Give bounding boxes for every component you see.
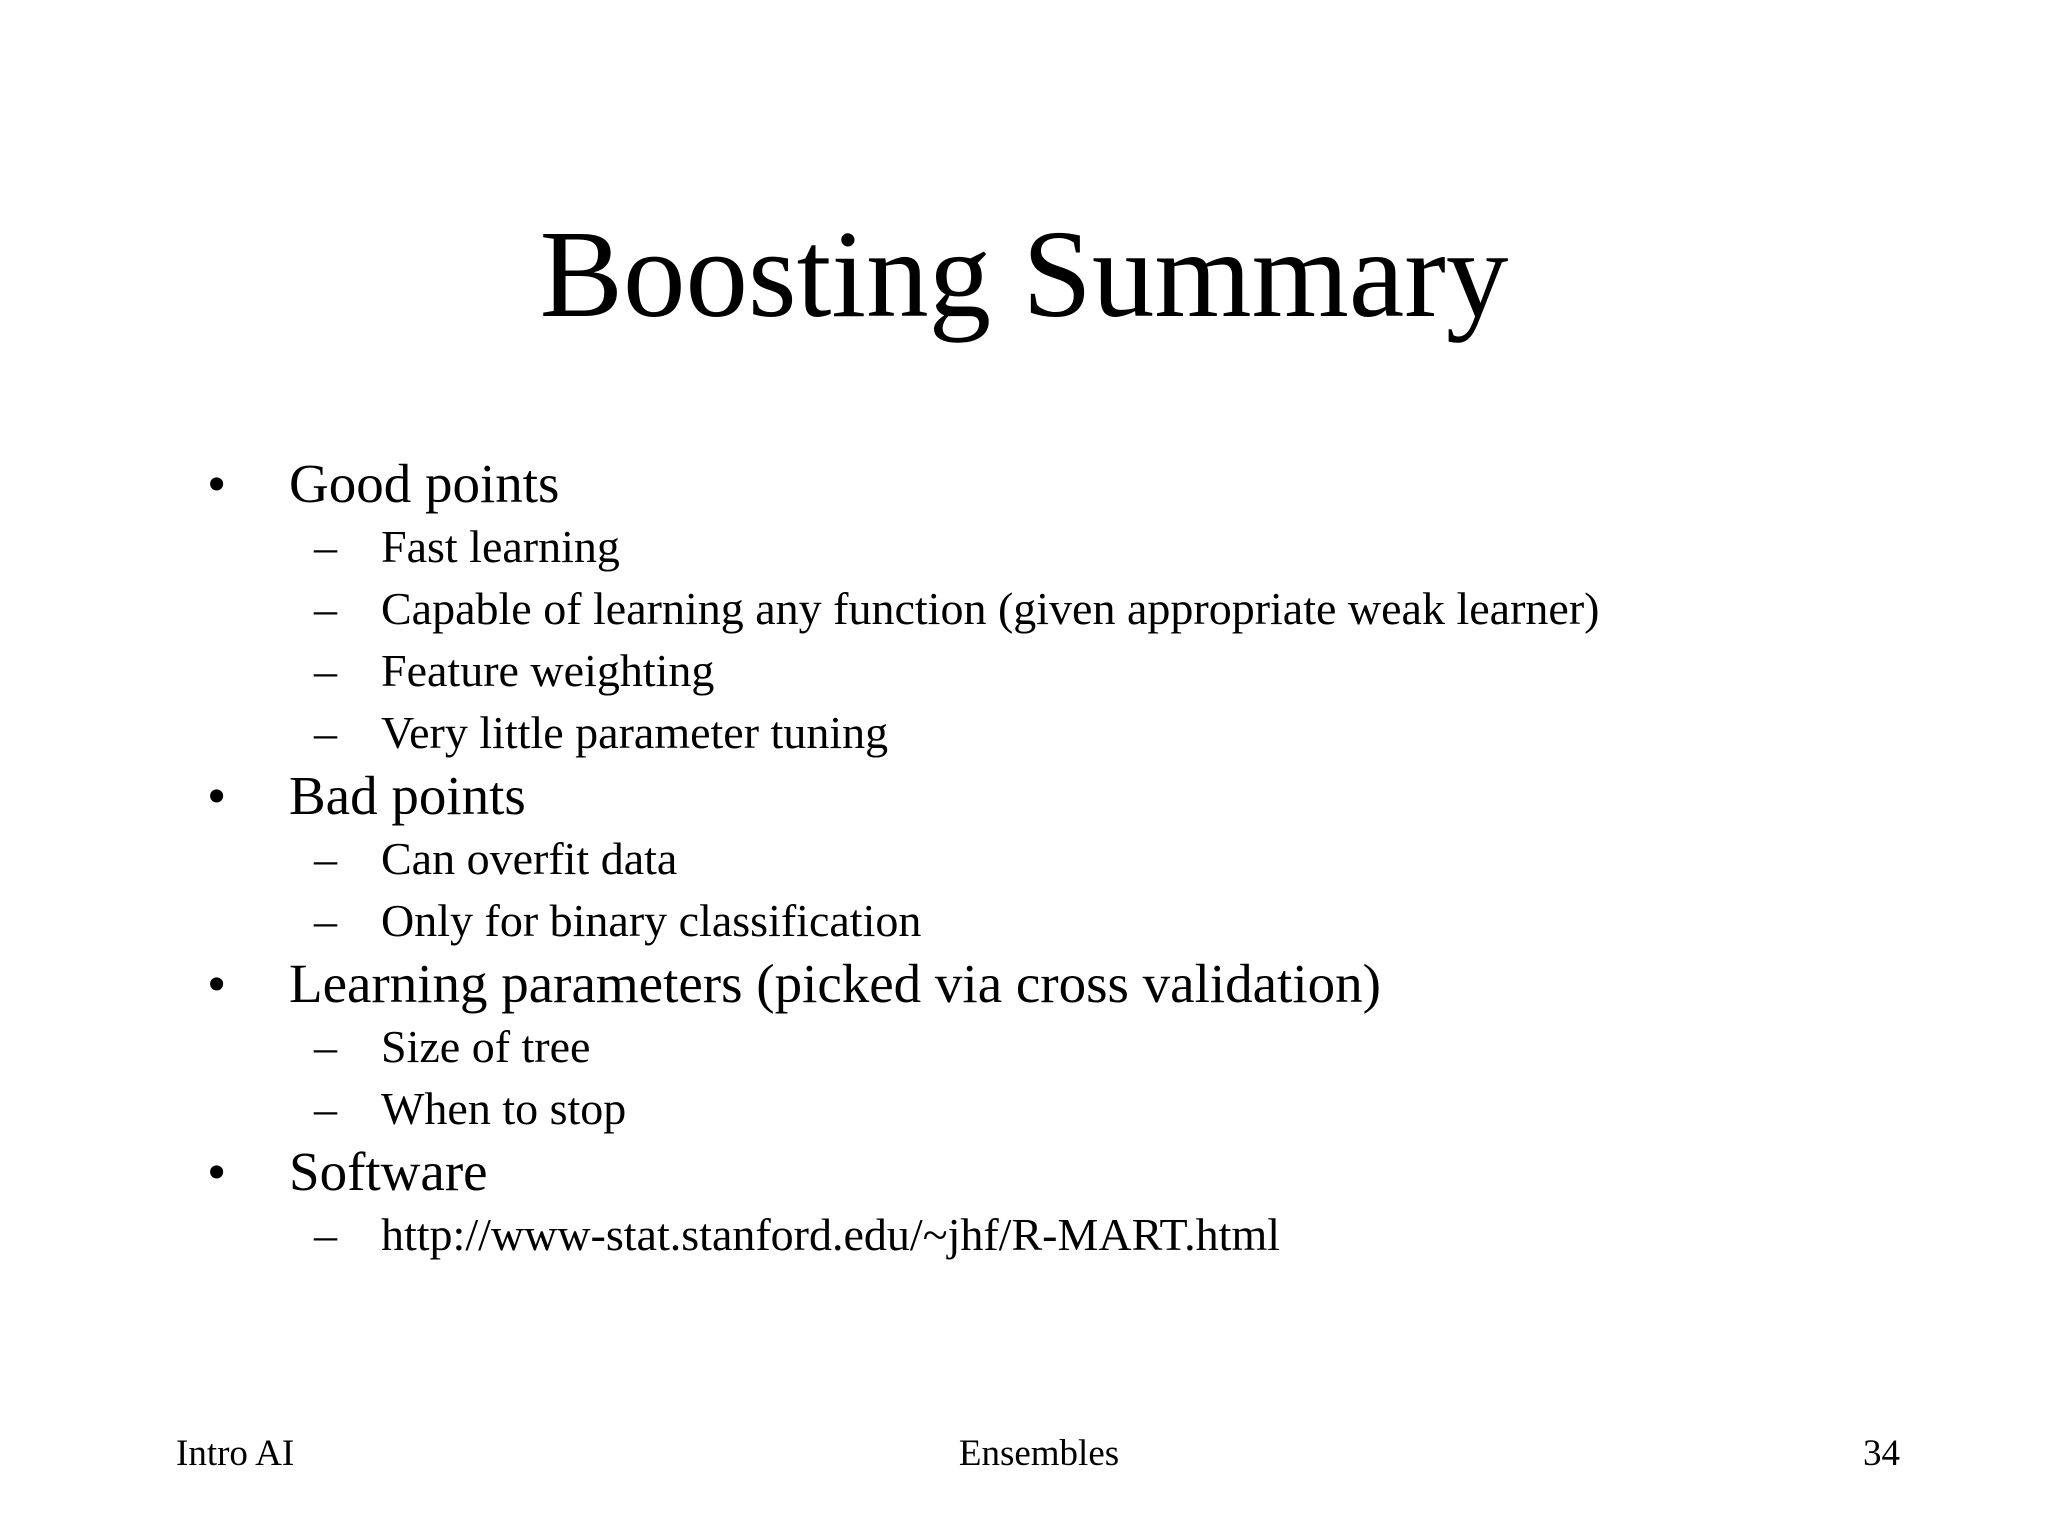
sub-bullet-text: Very little parameter tuning — [381, 707, 889, 758]
software-url: http://www-stat.stanford.edu/~jhf/R-MART.html — [381, 1209, 1281, 1260]
sub-bullet-item — [0, 516, 2048, 578]
bullet-list — [0, 452, 2048, 1266]
bullet-item — [0, 1140, 2048, 1204]
sub-bullet-item — [0, 1204, 2048, 1266]
dash-marker: – — [314, 833, 337, 884]
bullet-text: Software — [289, 1141, 488, 1202]
sub-bullet-item — [0, 890, 2048, 952]
bullet-text: Good points — [289, 453, 560, 514]
sub-bullet-item — [0, 1078, 2048, 1140]
sub-bullet-item — [0, 578, 2048, 640]
sub-bullet-text: Can overfit data — [381, 833, 678, 884]
bullet-text: Learning parameters (picked via cross validation) — [289, 953, 1381, 1014]
bullet-text: Bad points — [289, 765, 526, 826]
dash-marker: – — [314, 1209, 337, 1260]
bullet-marker: • — [207, 453, 227, 514]
bullet-marker: • — [207, 765, 227, 826]
dash-marker: – — [314, 583, 337, 634]
sub-bullet-text: Capable of learning any function (given appropriate weak learner) — [381, 583, 1600, 634]
footer-topic: Ensembles — [958, 1433, 1120, 1474]
slide-title: Boosting Summary — [539, 206, 1509, 344]
sub-bullet-text: Size of tree — [381, 1021, 591, 1072]
dash-marker: – — [314, 707, 337, 758]
footer-course-name: Intro AI — [176, 1433, 295, 1474]
bullet-marker: • — [207, 953, 227, 1014]
page-number: 34 — [1863, 1433, 1900, 1474]
sub-bullet-item — [0, 640, 2048, 702]
sub-bullet-item — [0, 1016, 2048, 1078]
bullet-item — [0, 452, 2048, 516]
bullet-item — [0, 952, 2048, 1016]
bullet-item — [0, 764, 2048, 828]
sub-bullet-item — [0, 702, 2048, 764]
sub-bullet-item — [0, 828, 2048, 890]
dash-marker: – — [314, 521, 337, 572]
bullet-marker: • — [207, 1141, 227, 1202]
dash-marker: – — [314, 645, 337, 696]
sub-bullet-text: Fast learning — [381, 521, 620, 572]
sub-bullet-text: Only for binary classification — [381, 895, 922, 946]
dash-marker: – — [314, 1083, 337, 1134]
sub-bullet-text: Feature weighting — [381, 645, 715, 696]
sub-bullet-text: When to stop — [381, 1083, 627, 1134]
dash-marker: – — [314, 895, 337, 946]
dash-marker: – — [314, 1021, 337, 1072]
